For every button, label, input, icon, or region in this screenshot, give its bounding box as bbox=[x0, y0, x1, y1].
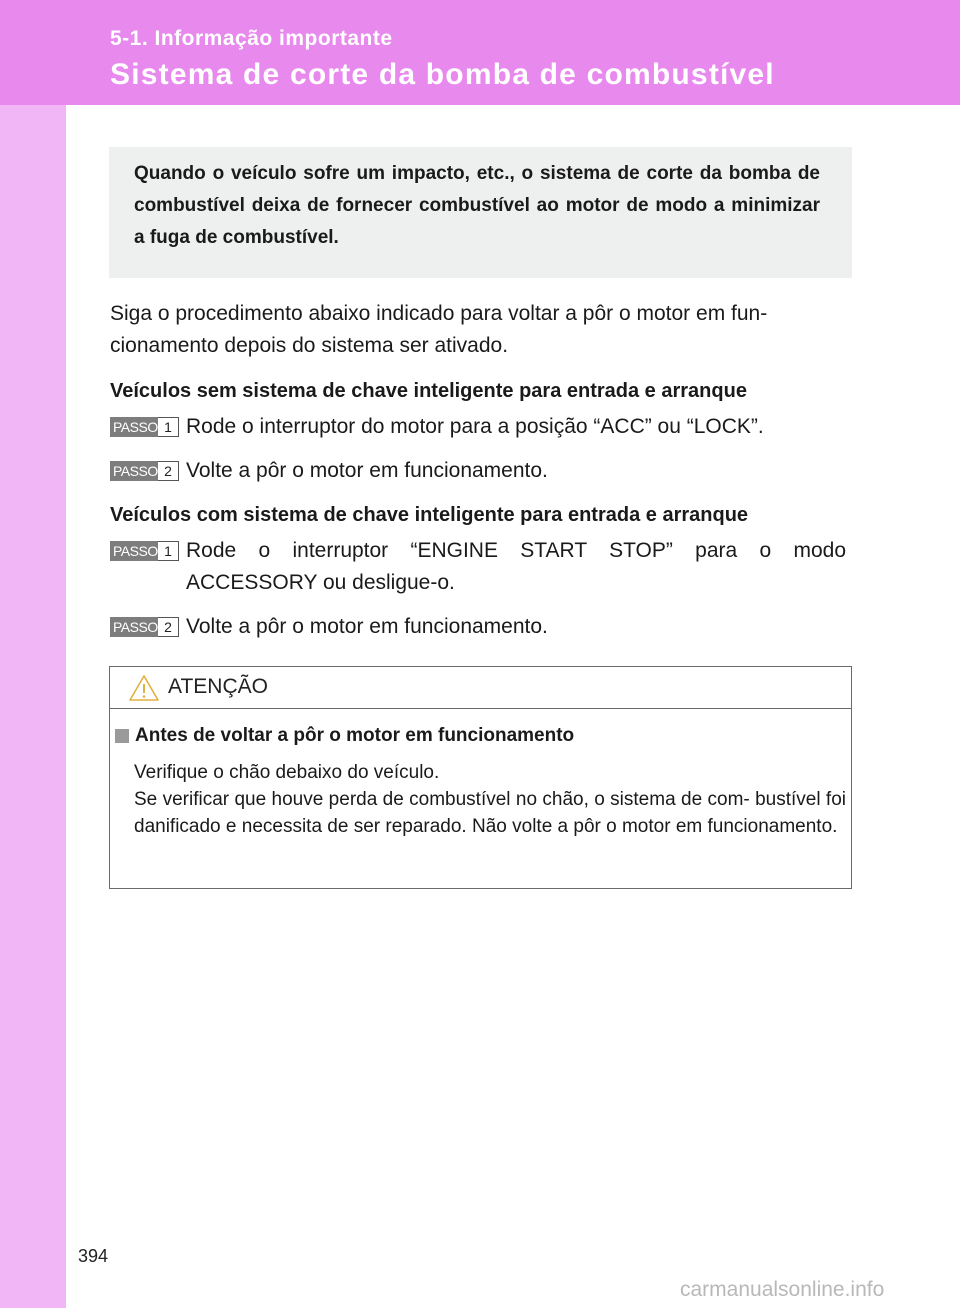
step-text: Rode o interruptor do motor para a posição “ACC” ou “LOCK”. bbox=[186, 415, 764, 438]
step-badge bbox=[110, 617, 179, 637]
section-heading-without-smart-key: Veículos sem sistema de chave inteligente para entrada e arranque bbox=[110, 380, 747, 402]
warning-header bbox=[110, 667, 851, 709]
step-1-with-smart-key bbox=[110, 538, 850, 598]
warning-subheading-text: Antes de voltar a pôr o motor em funcionamento bbox=[135, 725, 575, 746]
step-badge-number: 2 bbox=[158, 617, 179, 637]
warning-triangle-icon bbox=[128, 674, 160, 702]
page-number: 394 bbox=[78, 1246, 109, 1266]
step-badge-number: 1 bbox=[158, 417, 179, 437]
step-badge-label: PASSO bbox=[110, 541, 158, 561]
intro-box bbox=[109, 147, 852, 278]
warning-title: ATENÇÃO bbox=[168, 675, 268, 698]
warning-subheading bbox=[115, 725, 574, 747]
page-header bbox=[0, 0, 960, 105]
step-badge-number: 2 bbox=[158, 461, 179, 481]
section-heading-with-smart-key: Veículos com sistema de chave inteligente para entrada e arranque bbox=[110, 504, 749, 526]
step-badge-label: PASSO bbox=[110, 461, 158, 481]
warning-box bbox=[109, 666, 852, 889]
side-strip bbox=[0, 0, 66, 1308]
step-text: Rode o interruptor “ENGINE START STOP” para o modo ACCESSORY ou desligue-o. bbox=[186, 539, 846, 594]
step-badge bbox=[110, 541, 179, 561]
warning-line-2: Se verificar que houve perda de combustível no chão, o sistema de com- bustível foi danificado e necessita de ser reparado. Não volte a pôr o motor em funcionamento. bbox=[134, 789, 846, 837]
step-badge-label: PASSO bbox=[110, 617, 158, 637]
page-title: Sistema de corte da bomba de combustível bbox=[110, 58, 775, 91]
intro-text: Quando o veículo sofre um impacto, etc., o sistema de corte da bomba de combustível deixa de fornecer combustível ao motor de modo a minimizar a fuga de combustível. bbox=[134, 163, 820, 248]
step-2-with-smart-key bbox=[110, 614, 850, 674]
step-text: Volte a pôr o motor em funcionamento. bbox=[186, 615, 548, 638]
step-badge-label: PASSO bbox=[110, 417, 158, 437]
warning-line-1: Verifique o chão debaixo do veículo. bbox=[134, 762, 440, 783]
body-paragraph: Siga o procedimento abaixo indicado para voltar a pôr o motor em fun- cionamento depois do sistema ser ativado. bbox=[110, 302, 768, 357]
step-text: Volte a pôr o motor em funcionamento. bbox=[186, 459, 548, 482]
step-badge bbox=[110, 461, 179, 481]
step-badge bbox=[110, 417, 179, 437]
watermark: carmanualsonline.info bbox=[680, 1278, 885, 1301]
section-label: 5-1. Informação importante bbox=[110, 27, 393, 50]
square-bullet-icon bbox=[115, 729, 129, 743]
step-badge-number: 1 bbox=[158, 541, 179, 561]
warning-body bbox=[134, 759, 846, 840]
